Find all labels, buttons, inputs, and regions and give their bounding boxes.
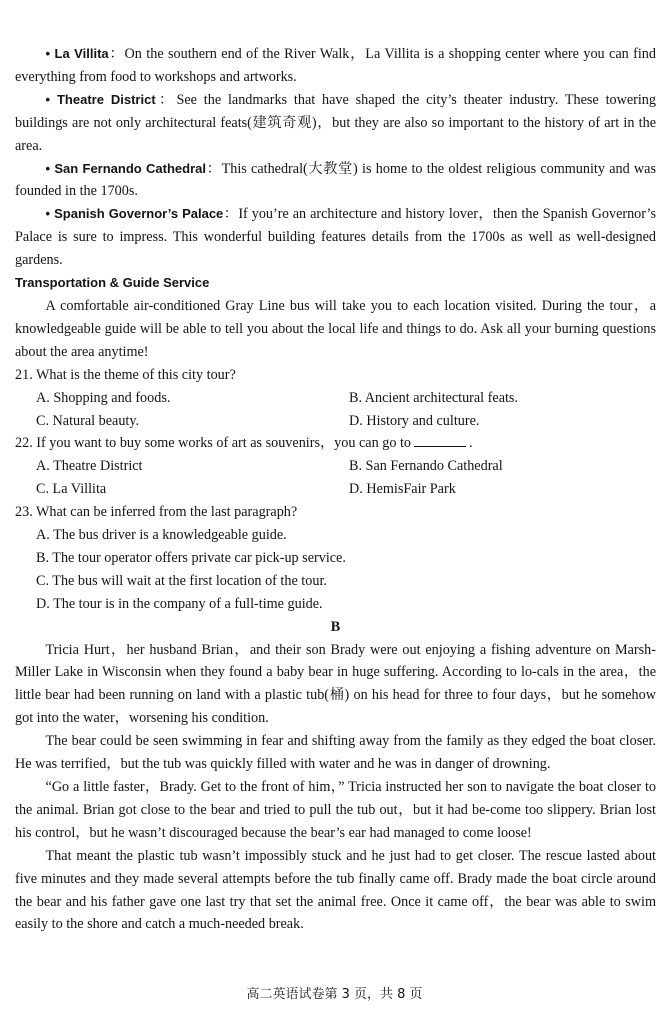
option-c[interactable]: C. The bus will wait at the first location of the tour. — [36, 572, 327, 589]
page-content — [15, 43, 656, 936]
transport-heading: Transportation & Guide Service — [15, 275, 210, 291]
attraction-spanish-palace: • Spanish Governor’s Palace：If you’re an architecture and history lover，then the Spanish Governor’s Palace is sure to impress. This wonderful building features details from the 1700s as well as well-designed gardens. — [15, 206, 656, 269]
option-b[interactable]: B. Ancient architectural feats. — [349, 389, 518, 406]
attraction-la-villita: • La Villita：On the southern end of the River Walk，La Villita is a shopping center where you can find everything from food to workshops and artworks. — [15, 46, 656, 85]
option-d[interactable]: D. HemisFair Park — [349, 481, 456, 498]
question-stem: 21. What is the theme of this city tour? — [15, 366, 236, 383]
transport-paragraph: A comfortable air-conditioned Gray Line bus will take you to each location visited. During the tour，a knowledgeable guide will be able to tell you about the local life and things to do. Ask all your burning questions about the area anytime! — [15, 297, 656, 360]
answer-blank — [414, 432, 466, 447]
attraction-theatre-district: • Theatre District：See the landmarks that have shaped the city’s theater industry. These towering buildings are not only architectural feats(建筑奇观)，but they are also so important to the history of art in the area. — [15, 91, 656, 154]
passage-paragraph: Tricia Hurt，her husband Brian，and their son Brady were out enjoying a fishing adventure on Marsh-Miller Lake in Wisconsin when they found a baby bear in huge suffering. According to lo-cals in the area，the little bear had been running on land with a plastic tub(桶) on his head for three to four days，but he somehow got into the water，worsening his condition. — [15, 641, 656, 727]
passage-paragraph: “Go a little faster，Brady. Get to the front of him，” Tricia instructed her son to navigate the boat closer to the animal. Brian got close to the bear and tried to pull the tub out，but it had be-come too slippery. Brian lost his control，but he wasn’t discouraged because the bear’s ear had managed to come loose! — [15, 779, 656, 841]
attraction-san-fernando: • San Fernando Cathedral：This cathedral(大教堂) is home to the oldest religious community and was founded in the 1700s. — [15, 160, 656, 200]
option-d[interactable]: D. History and culture. — [349, 412, 480, 429]
question-22 — [15, 432, 656, 501]
question-21 — [15, 364, 656, 433]
question-23 — [15, 501, 656, 616]
page-footer: 高二英语试卷第 3 页，共 8 页 — [246, 987, 423, 1002]
option-d[interactable]: D. The tour is in the company of a full-time guide. — [36, 595, 323, 612]
question-stem: 23. What can be inferred from the last paragraph? — [15, 504, 298, 521]
option-a[interactable]: A. Shopping and foods. — [36, 389, 171, 406]
option-a[interactable]: A. Theatre District — [36, 458, 143, 475]
option-b[interactable]: B. The tour operator offers private car pick-up service. — [36, 549, 346, 566]
section-b-title: B — [330, 618, 341, 635]
passage-paragraph: The bear could be seen swimming in fear and shifting away from the family as they edged the boat closer. He was terrified，but the tub was quickly filled with water and he was in danger of drowning. — [15, 733, 656, 773]
option-c[interactable]: C. La Villita — [36, 481, 107, 498]
option-c[interactable]: C. Natural beauty. — [36, 412, 140, 429]
passage-paragraph: That meant the plastic tub wasn’t impossibly stuck and he just had to get closer. The rescue lasted about five minutes and they made several attempts before the tub finally came off. Brady made the boat circle around the bear and his father gave one last try that set the animal free. Once it came off，the bear was able to swim easily to the shore and catch a much-needed break. — [15, 847, 656, 933]
option-b[interactable]: B. San Fernando Cathedral — [349, 458, 503, 475]
option-a[interactable]: A. The bus driver is a knowledgeable guide. — [36, 527, 287, 544]
question-stem: 22. If you want to buy some works of art as souvenirs，you can go to . — [15, 432, 656, 455]
